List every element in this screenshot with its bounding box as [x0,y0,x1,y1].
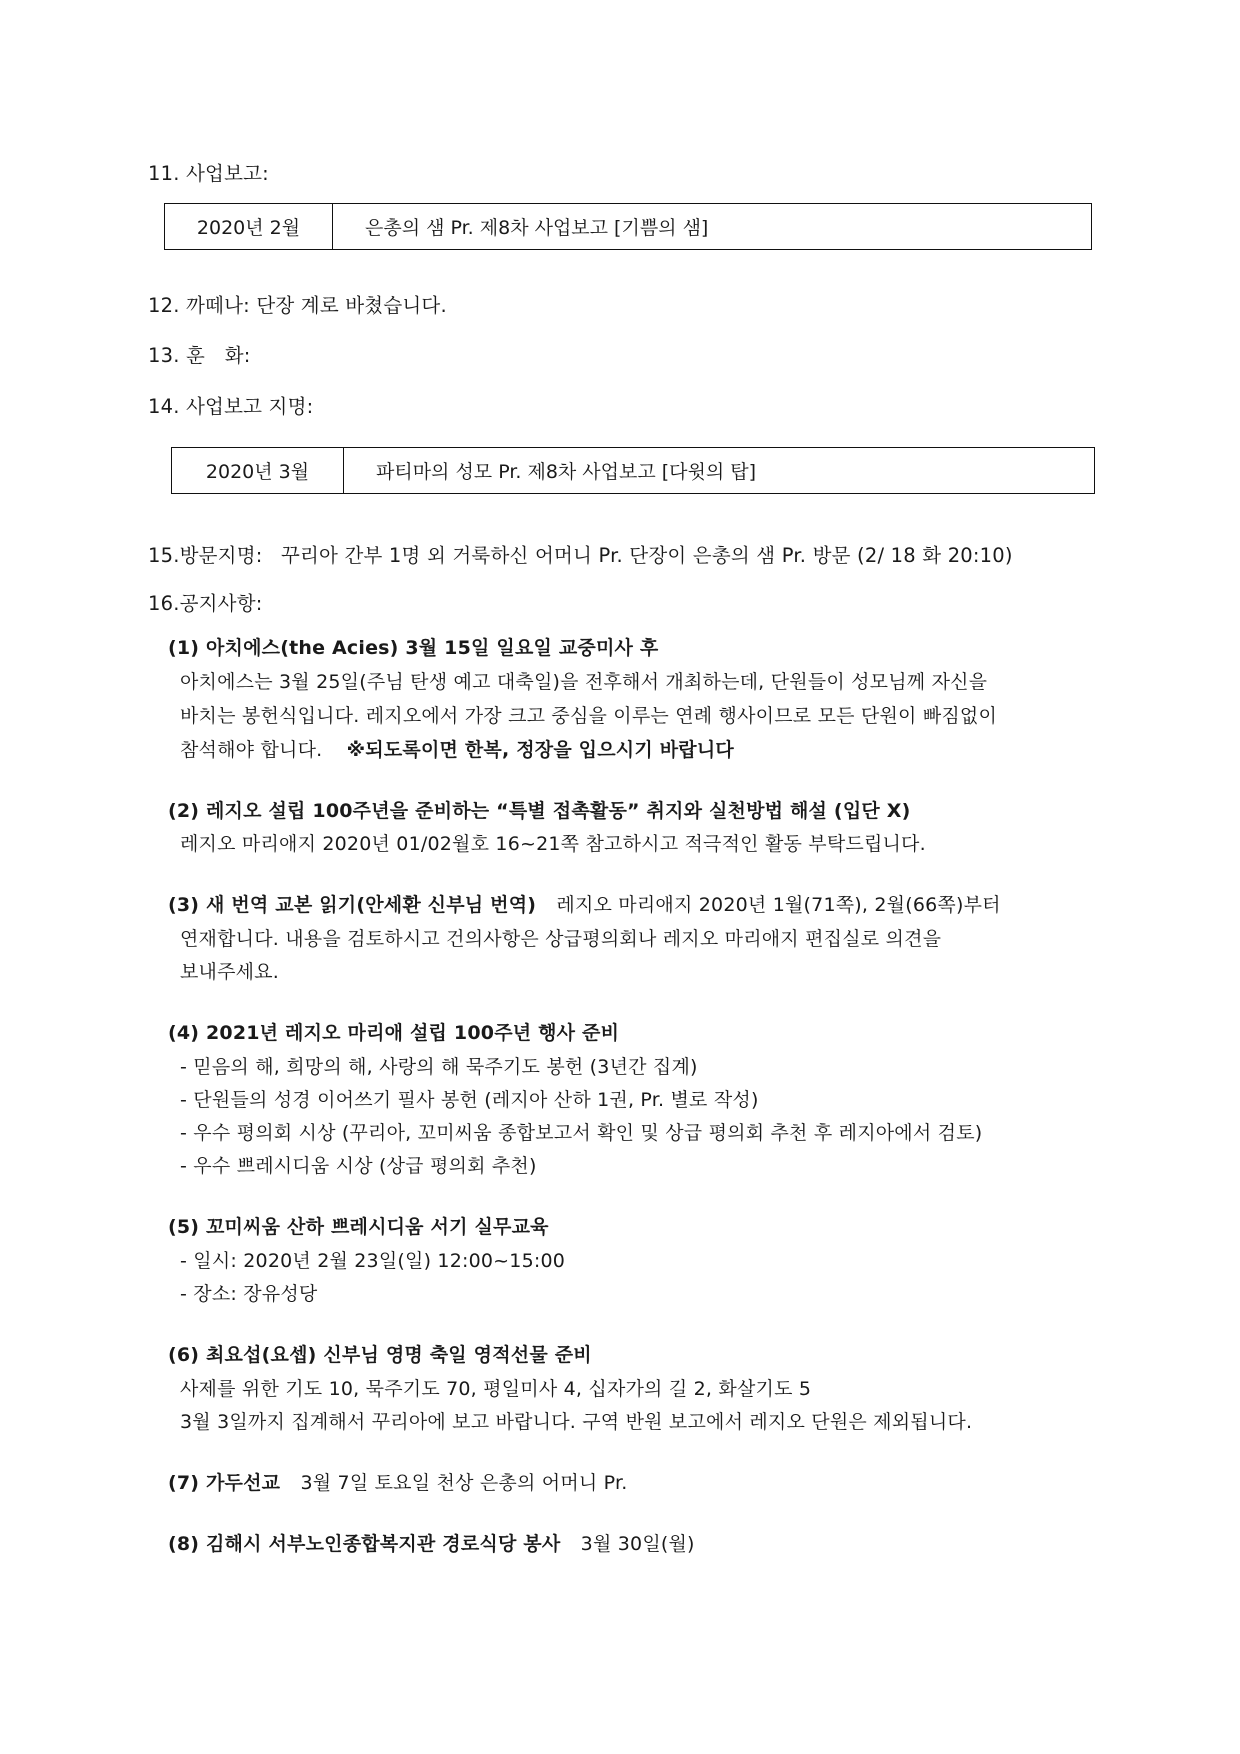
notice-7-rest: 3월 7일 토요일 천상 은총의 어머니 Pr. [300,1472,628,1494]
section-14-content: 파티마의 성모 Pr. 제8차 사업보고 [다윗의 탑] [376,461,757,483]
section-11-date: 2020년 2월 [165,204,333,249]
notice-6-heading: (6) 최요섭(요셉) 신부님 영명 축일 영적선물 준비 [168,1344,592,1366]
notice-2-heading: (2) 레지오 설립 100주년을 준비하는 “특별 접촉활동” 취지와 실천방법 해설 (입단 X) [168,800,911,822]
section-14-title: 14. 사업보고 지명: [148,395,314,418]
section-12-title: 12. 까떼나: [148,294,250,317]
section-14-date: 2020년 3월 [172,448,344,493]
section-15-title: 15.방문지명: [148,544,263,567]
notice-1-line: 아치에스는 3월 25일(주님 탄생 예고 대축일)을 전후해서 개최하는데, 단원들이 성모님께 자신을 [180,671,988,693]
notice-1-heading: (1) 아치에스(the Acies) 3월 15일 일요일 교중미사 후 [168,637,659,659]
notice-3-line: 연재합니다. 내용을 검토하시고 건의사항은 상급평의회나 레지오 마리애지 편집실로 의견을 [180,928,942,950]
notice-8-heading: (8) 김해시 서부노인종합복지관 경로식당 봉사 [168,1533,561,1555]
notice-7 [168,1469,628,1497]
notice-3-line: 보내주세요. [180,961,280,983]
notice-1-last-line [180,736,734,764]
notice-4-line: - 믿음의 해, 희망의 해, 사랑의 해 묵주기도 봉헌 (3년간 집계) [180,1056,698,1078]
notice-6-line: 3월 3일까지 집계해서 꾸리아에 보고 바랍니다. 구역 반원 보고에서 레지오 단원은 제외됩니다. [180,1411,973,1433]
notice-4-line: - 단원들의 성경 이어쓰기 필사 봉헌 (레지아 산하 1권, Pr. 별로 작성) [180,1089,759,1111]
notice-3-heading: (3) 새 번역 교본 읽기(안세환 신부님 번역) [168,894,537,916]
notice-8 [168,1530,695,1558]
section-15-text: 꾸리아 간부 1명 외 거룩하신 어머니 Pr. 단장이 은총의 샘 Pr. 방문 (2/ 18 화 20:10) [280,544,1013,567]
section-15 [148,542,1013,570]
section-16-title: 16.공지사항: [148,592,263,615]
notice-1-emphasis: ※되도록이면 한복, 정장을 입으시기 바랍니다 [346,739,734,761]
section-11-content: 은총의 샘 Pr. 제8차 사업보고 [기쁨의 샘] [365,217,709,239]
section-12 [148,292,447,320]
section-13-title: 13. 훈 화: [148,344,251,367]
notice-2-line: 레지오 마리애지 2020년 01/02월호 16~21쪽 참고하시고 적극적인 활동 부탁드립니다. [180,833,926,855]
section-11-table [164,203,1092,250]
section-11-title: 11. 사업보고: [148,162,269,185]
notice-4-line: - 우수 평의회 시상 (꾸리아, 꼬미씨움 종합보고서 확인 및 상급 평의회 추천 후 레지아에서 검토) [180,1122,983,1144]
notice-4-heading: (4) 2021년 레지오 마리애 설립 100주년 행사 준비 [168,1022,620,1044]
notice-6-line: 사제를 위한 기도 10, 묵주기도 70, 평일미사 4, 십자가의 길 2, 화살기도 5 [180,1378,812,1400]
notice-3-heading-row [168,891,1001,919]
notice-5-line: - 장소: 장유성당 [180,1283,318,1305]
notice-5-line: - 일시: 2020년 2월 23일(일) 12:00~15:00 [180,1250,566,1272]
notice-8-rest: 3월 30일(월) [580,1533,695,1555]
notice-1-last-text: 참석해야 합니다. [180,739,323,761]
notice-3-heading-rest: 레지오 마리애지 2020년 1월(71쪽), 2월(66쪽)부터 [556,894,1001,916]
notice-7-heading: (7) 가두선교 [168,1472,281,1494]
notice-5-heading: (5) 꼬미씨움 산하 쁘레시디움 서기 실무교육 [168,1216,549,1238]
section-12-text: 단장 계로 바쳤습니다. [256,294,447,317]
section-14-table [171,447,1095,494]
notice-4-line: - 우수 쁘레시디움 시상 (상급 평의회 추천) [180,1155,537,1177]
notice-1-line: 바치는 봉헌식입니다. 레지오에서 가장 크고 중심을 이루는 연례 행사이므로 모든 단원이 빠짐없이 [180,705,998,727]
